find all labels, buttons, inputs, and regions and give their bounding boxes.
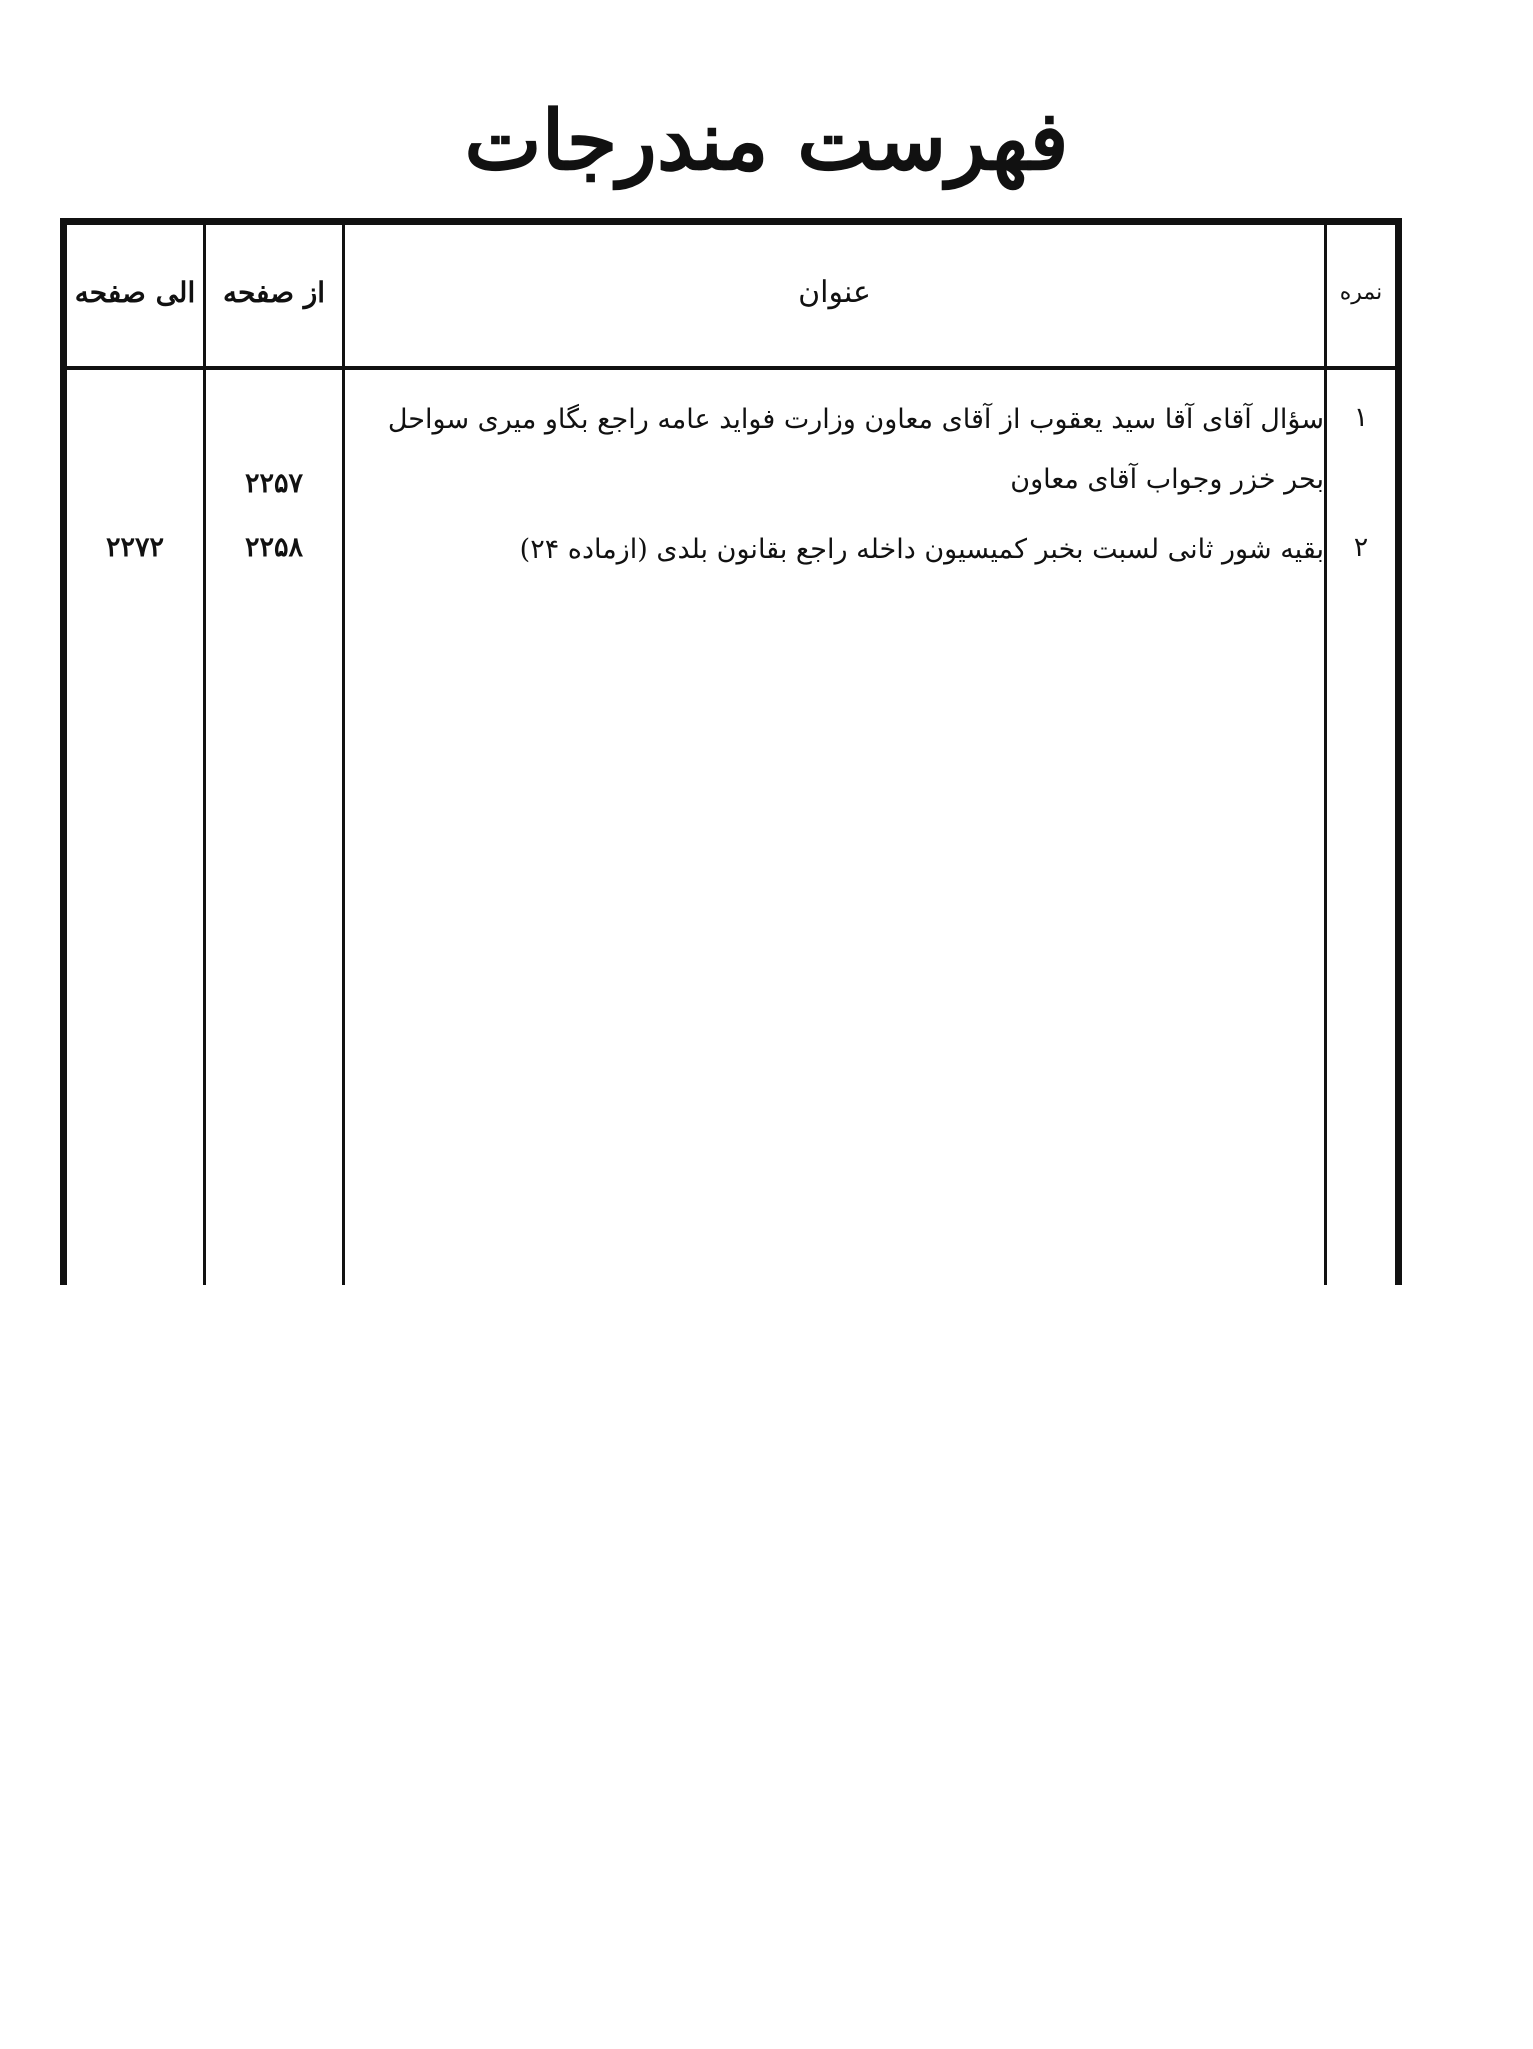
column-divider [342, 218, 345, 1285]
header-from-page: از صفحه [222, 275, 326, 309]
row-from-page: ۲۲۵۷ [244, 468, 303, 499]
table-left-border [60, 218, 67, 1285]
header-subject: عنوان [798, 274, 871, 310]
header-divider [60, 366, 1402, 370]
row-from-page: ۲۲۵۸ [244, 532, 303, 563]
header-to-page: الی صفحه [74, 275, 196, 309]
row-to-page: ۲۲۷۲ [105, 532, 164, 563]
column-divider [1324, 218, 1327, 1285]
row-subject: بقیه شور ثانی لسبت بخبر کمیسیون داخله راجع بقانون بلدی (ازماده ۲۴) [519, 534, 1324, 565]
contents-table [60, 218, 1402, 1285]
table-right-border [1395, 218, 1402, 1285]
row-subject: سؤال آقای آقا سید یعقوب از آقای معاون وزارت فواید عامه راجع بگاو میری سواحل بحر خزر وجواب آقای معاون [387, 404, 1324, 495]
row-number: ۱ [1353, 402, 1369, 433]
row-number: ۲ [1353, 532, 1369, 563]
header-number: نمره [1339, 279, 1383, 305]
page-title: فهرست مندرجات [464, 93, 1069, 189]
table-top-rule [60, 218, 1402, 225]
column-divider [203, 218, 206, 1285]
